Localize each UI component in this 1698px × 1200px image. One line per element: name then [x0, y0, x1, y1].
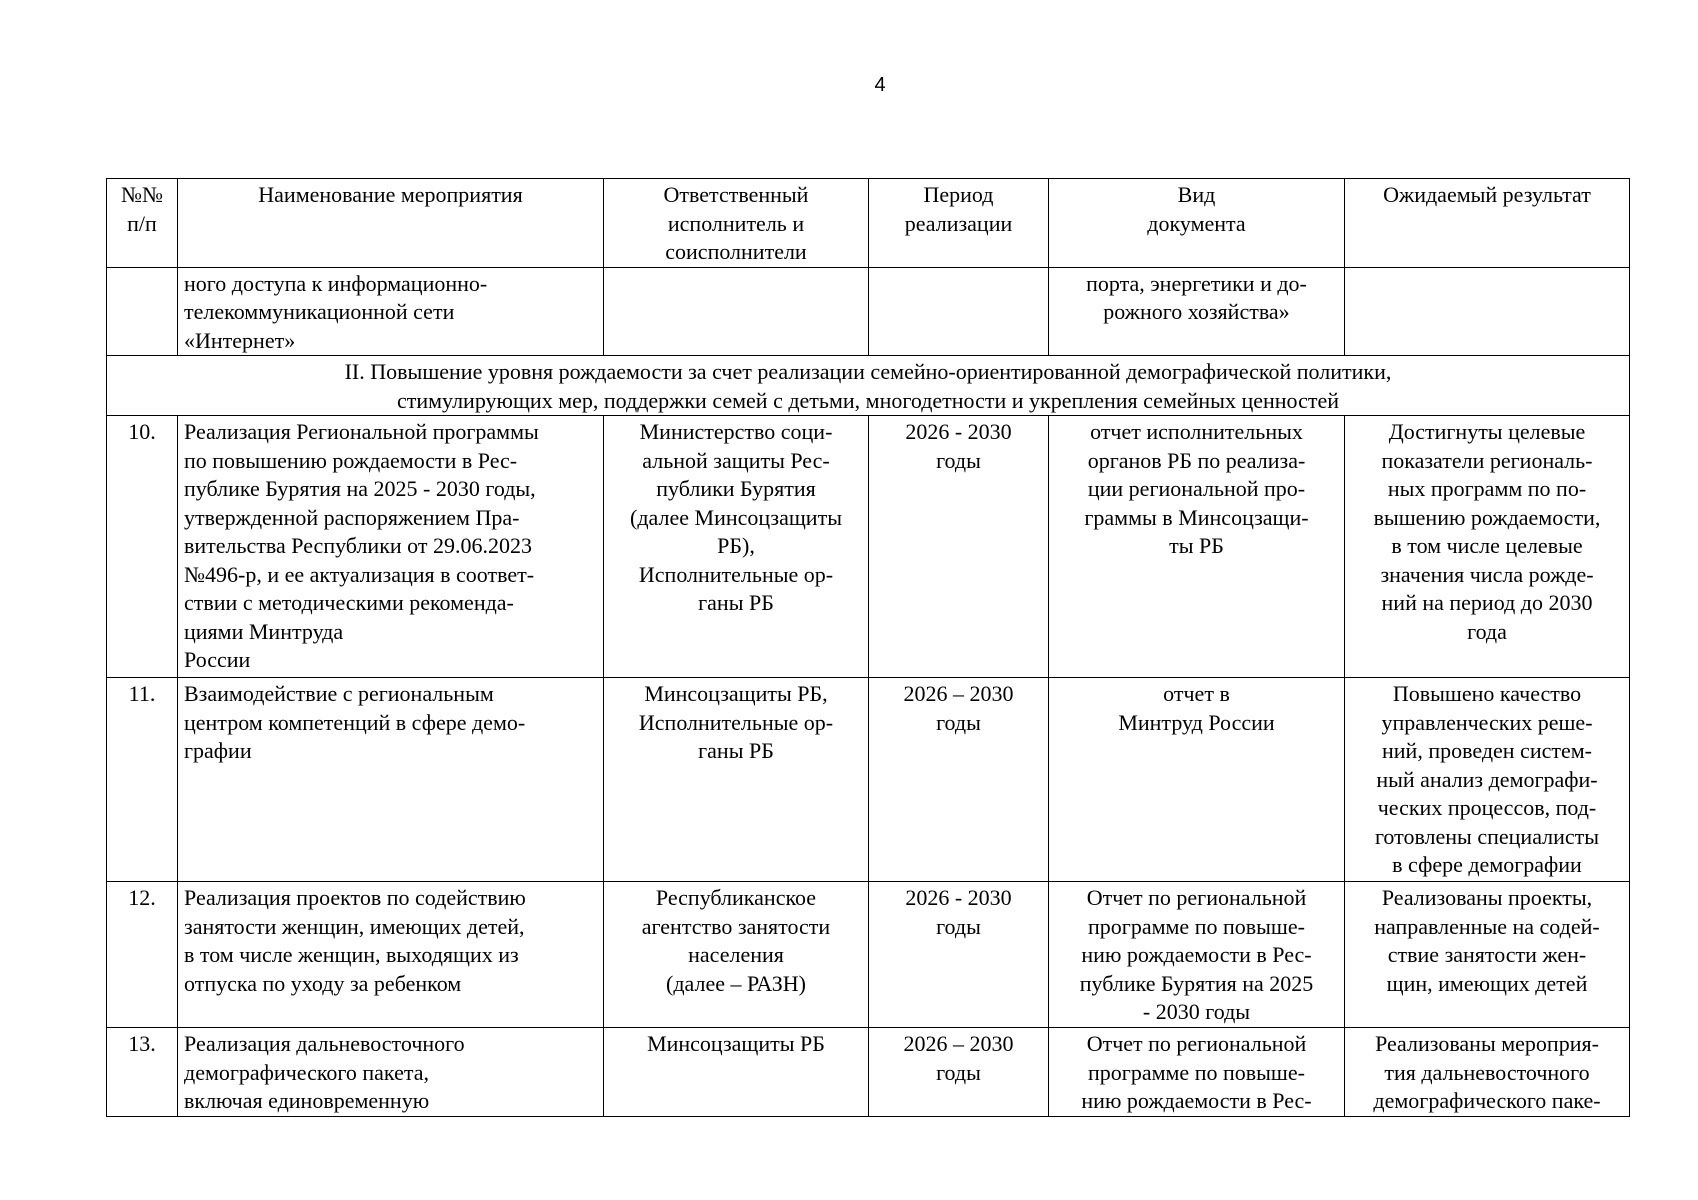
cell-executor [604, 267, 869, 356]
header-number: №№ п/п [107, 179, 178, 268]
table-row [107, 416, 1630, 678]
cell-document-type: отчет исполнительных органов РБ по реализа- ции региональной про- граммы в Минсоцзащи- ты РБ [1049, 416, 1345, 678]
cell-period: 2026 - 2030 годы [869, 882, 1049, 1028]
cell-executor: Республиканское агентство занятости населения (далее – РАЗН) [604, 882, 869, 1028]
cell-number [107, 267, 178, 356]
cell-executor: Министерство соци- альной защиты Рес- публики Бурятия (далее Минсоцзащиты РБ), Исполнительные ор- ганы РБ [604, 416, 869, 678]
cell-document-type: Отчет по региональной программе по повыше- нию рождаемости в Рес- публике Бурятия на 2025 - 2030 годы [1049, 882, 1345, 1028]
section-header-row [107, 356, 1630, 416]
cell-activity-name: Реализация дальневосточного демографического пакета, включая единовременную [178, 1028, 604, 1117]
table-row-continuation [107, 267, 1630, 356]
cell-document-type: Отчет по региональной программе по повыше- нию рождаемости в Рес- [1049, 1028, 1345, 1117]
header-period: Период реализации [869, 179, 1049, 268]
cell-activity-name: Реализация проектов по содействию занятости женщин, имеющих детей, в том числе женщин, выходящих из отпуска по уходу за ребенком [178, 882, 604, 1028]
header-expected-result: Ожидаемый результат [1345, 179, 1630, 268]
cell-number: 13. [107, 1028, 178, 1117]
header-activity-name: Наименование мероприятия [178, 179, 604, 268]
cell-number: 10. [107, 416, 178, 678]
cell-expected-result: Реализованы мероприя- тия дальневосточного демографического паке- [1345, 1028, 1630, 1117]
header-executor: Ответственный исполнитель и соисполнители [604, 179, 869, 268]
cell-period: 2026 - 2030 годы [869, 416, 1049, 678]
cell-expected-result: Реализованы проекты, направленные на содей- ствие занятости жен- щин, имеющих детей [1345, 882, 1630, 1028]
cell-activity-name: ного доступа к информационно- телекоммуникационной сети «Интернет» [178, 267, 604, 356]
cell-period [869, 267, 1049, 356]
cell-expected-result: Повышено качество управленческих реше- ний, проведен систем- ный анализ демографи- ческих процессов, под- готовлены специалисты в сфере демографии [1345, 678, 1630, 882]
table-row [107, 882, 1630, 1028]
header-document-type: Вид документа [1049, 179, 1345, 268]
cell-executor: Минсоцзащиты РБ, Исполнительные ор- ганы РБ [604, 678, 869, 882]
cell-document-type: порта, энергетики и до- рожного хозяйства» [1049, 267, 1345, 356]
table-header-row [107, 179, 1630, 268]
cell-activity-name: Реализация Региональной программы по повышению рождаемости в Рес- публике Бурятия на 2025 - 2030 годы, утвержденной распоряжением Пра- вительства Республики от 29.06.2023 №496-р, и ее актуализация в соответ- ствии с методическими рекоменда- циями Минтруда России [178, 416, 604, 678]
cell-document-type: отчет в Минтруд России [1049, 678, 1345, 882]
cell-expected-result: Достигнуты целевые показатели региональ- ных программ по по- вышению рождаемости, в том числе целевые значения числа рожде- ний на период до 2030 года [1345, 416, 1630, 678]
table-row [107, 1028, 1630, 1117]
table-row [107, 678, 1630, 882]
cell-expected-result [1345, 267, 1630, 356]
page-number: 4 [874, 74, 886, 96]
cell-period: 2026 – 2030 годы [869, 678, 1049, 882]
cell-period: 2026 – 2030 годы [869, 1028, 1049, 1117]
cell-number: 12. [107, 882, 178, 1028]
section-title: II. Повышение уровня рождаемости за счет реализации семейно-ориентированной демографической политики, стимулирующих мер, поддержки семей с детьми, многодетности и укрепления семейных ценностей [107, 356, 1630, 416]
cell-activity-name: Взаимодействие с региональным центром компетенций в сфере демо- графии [178, 678, 604, 882]
cell-number: 11. [107, 678, 178, 882]
cell-executor: Минсоцзащиты РБ [604, 1028, 869, 1117]
activities-table [106, 178, 1630, 1117]
